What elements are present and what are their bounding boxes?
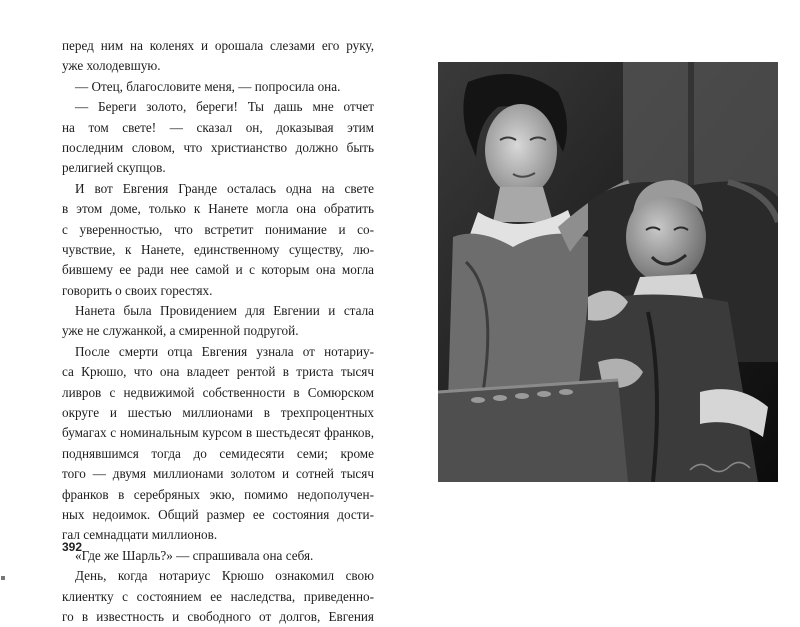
text-line: округе и шестью миллионами в трехпроцентных — [62, 405, 374, 421]
illustration-artwork — [438, 62, 778, 482]
text-line: франков в серебряных экю, помимо недополучен- — [62, 486, 374, 502]
text-line: бумагах с номинальным курсом в шестьдесят франков, — [62, 425, 374, 441]
text-line: са Крюшо, что она владеет рентой в триста тысяч — [62, 364, 374, 380]
text-line: го в известность и свободного от долгов, Евгения — [62, 608, 374, 624]
text-line: религией скупцов. — [62, 160, 166, 176]
text-line: говорить о своих горестях. — [62, 282, 213, 298]
text-line: клиентку с состоянием ее наследства, приведенно- — [62, 588, 374, 604]
text-line: И вот Евгения Гранде осталась одна на свете — [75, 180, 374, 196]
text-line: в этом доме, только к Нанете могла она обратить — [62, 201, 374, 217]
text-line: Нанета была Провидением для Евгении и стала — [75, 303, 374, 319]
text-line: уже не служанкой, а смиренной подругой. — [62, 323, 299, 339]
text-line: на том свете! — сказал он, доказывая этим — [62, 119, 374, 135]
text-line: День, когда нотариус Крюшо ознакомил свою — [75, 568, 374, 584]
text-line: с уверенностью, что встретит понимание и со- — [62, 221, 374, 237]
text-line: уже холодевшую. — [62, 58, 161, 74]
text-line: — Отец, благословите меня, — попросила она. — [75, 78, 341, 94]
text-line: поднявшимся тогда до семидесяти семи; кроме — [62, 445, 374, 461]
illustration — [438, 62, 778, 482]
text-line: ливров с недвижимой собственности в Сомюрском — [62, 384, 374, 400]
text-line: После смерти отца Евгения узнала от нотариу- — [75, 343, 374, 359]
text-line: последним словом, что христианство должно быть — [62, 139, 374, 155]
text-column — [62, 36, 374, 627]
text-line: ных недоимок. Общий размер ее состояния дости- — [62, 506, 374, 522]
page-number: 392 — [62, 540, 83, 554]
text-line: гал семнадцати миллионов. — [62, 527, 218, 543]
text-line: чувствие, к Нанете, единственному существу, лю- — [62, 241, 374, 257]
text-line: — Береги золото, береги! Ты дашь мне отчет — [75, 99, 374, 115]
text-line: «Где же Шарль?» — спрашивала она себя. — [75, 547, 314, 563]
text-line: бившему ее ради нее самой и с которым она могла — [62, 262, 374, 278]
corner-mark — [1, 576, 5, 580]
text-line: перед ним на коленях и орошала слезами его руку, — [62, 38, 374, 53]
text-line: того — двумя миллионами золотом и сотней тысяч — [62, 466, 374, 482]
